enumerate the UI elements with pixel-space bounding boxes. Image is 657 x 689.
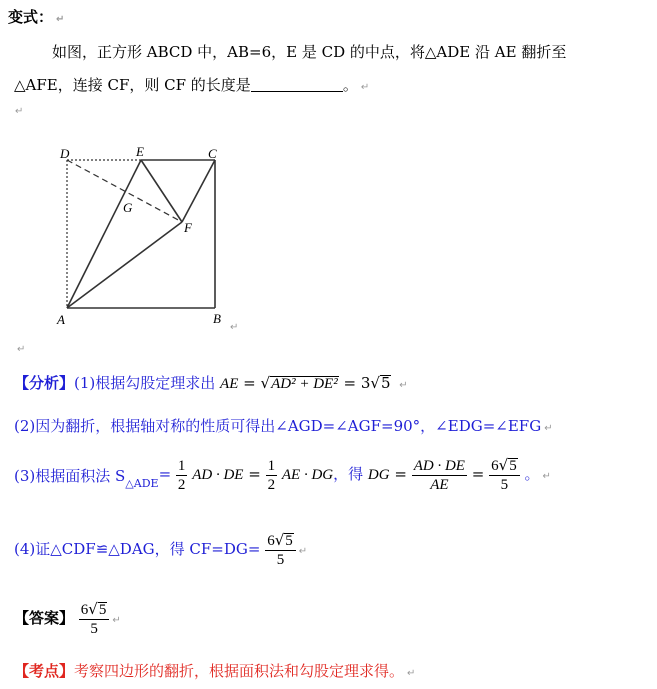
segment-AF xyxy=(67,222,182,308)
return-mark-icon: ↵ xyxy=(230,322,239,330)
answer-tag: 【答案】 xyxy=(14,609,75,627)
analysis-tag: 【分析】 xyxy=(14,374,75,392)
return-mark-icon: ↵ xyxy=(407,668,416,679)
sqrt-symbol-icon: √ xyxy=(370,374,380,392)
sqrt-symbol-icon: √ xyxy=(260,374,271,392)
label-A: A xyxy=(57,312,65,327)
return-mark-icon: ↵ xyxy=(544,423,553,434)
analysis-step-4: (4)证△CDF≌△DAG，得 CF=DG= $\frac{6√5}{5}$ ↵ xyxy=(14,531,308,568)
label-F: F xyxy=(184,220,192,235)
analysis-step-3: (3)根据面积法 $S_{\triangle ADE}=$ $\frac{1}{2}$ AD · DE = $\frac{1}{2}$ AE · DG，得 DG = $\frac{AD \cdot DE}{AE}$ = $\frac{6√5}{5}$ 。 ↵ xyxy=(14,456,551,493)
sqrt-symbol-icon: √ xyxy=(274,531,285,549)
answer-line xyxy=(14,600,121,638)
kaodian-tag: 【考点】 xyxy=(14,662,75,680)
problem-line-1: 如图，正方形 ABCD 中，AB=6，E 是 CD 的中点，将△ADE 沿 AE 翻折至 xyxy=(52,43,567,61)
return-mark-icon: ↵ xyxy=(56,14,65,25)
fraction-answer: $\frac{6√5}{5}$ xyxy=(79,600,110,638)
return-mark-icon: ↵ xyxy=(360,82,370,93)
analysis-step-2: (2)因为翻折，根据轴对称的性质可得出∠AGD=∠AGF=90°，∠EDG=∠EFG ↵ xyxy=(14,417,553,435)
fraction-half: $\frac{1}{2}$ xyxy=(267,457,276,493)
answer-blank xyxy=(251,77,343,92)
label-E: E xyxy=(136,144,144,159)
sqrt-symbol-icon: √ xyxy=(498,456,509,474)
fraction-dg: $\frac{AD \cdot DE}{AE}$ xyxy=(413,457,465,493)
return-mark-icon: ↵ xyxy=(399,380,408,391)
sqrt-symbol-icon: √ xyxy=(88,600,98,618)
problem-line-2: △AFE，连接 CF，则 CF 的长度是 。 ↵ xyxy=(14,76,370,94)
fraction-half: $\frac{1}{2}$ xyxy=(177,457,186,493)
fraction-cf: $\frac{6√5}{5}$ xyxy=(265,531,296,569)
return-mark-icon: ↵ xyxy=(112,615,121,626)
section-heading: 变式： ↵ xyxy=(8,8,65,26)
kaodian-line: 【考点】考察四边形的翻折，根据面积法和勾股定理求得。 ↵ xyxy=(14,662,416,680)
return-mark-icon: ↵ xyxy=(542,471,551,482)
geometry-figure xyxy=(50,140,250,330)
label-C: C xyxy=(208,146,217,161)
label-B: B xyxy=(213,311,221,326)
fraction-result: $\frac{6√5}{5}$ xyxy=(489,456,520,494)
return-mark-icon: ↵ xyxy=(298,546,308,557)
formula-ae: AE = √AD² + DE² = 3√5 xyxy=(220,374,391,392)
segment-EF xyxy=(141,160,182,222)
segment-AE xyxy=(67,160,141,308)
analysis-step-1: 【分析】(1)根据勾股定理求出 AE = √AD² + DE² = 3√5 ↵ xyxy=(14,374,408,392)
segment-FC xyxy=(182,160,215,222)
label-D: D xyxy=(60,146,70,161)
return-mark-icon: ↵ xyxy=(15,106,24,117)
return-mark-icon: ↵ xyxy=(17,344,26,355)
label-G: G xyxy=(123,200,133,215)
